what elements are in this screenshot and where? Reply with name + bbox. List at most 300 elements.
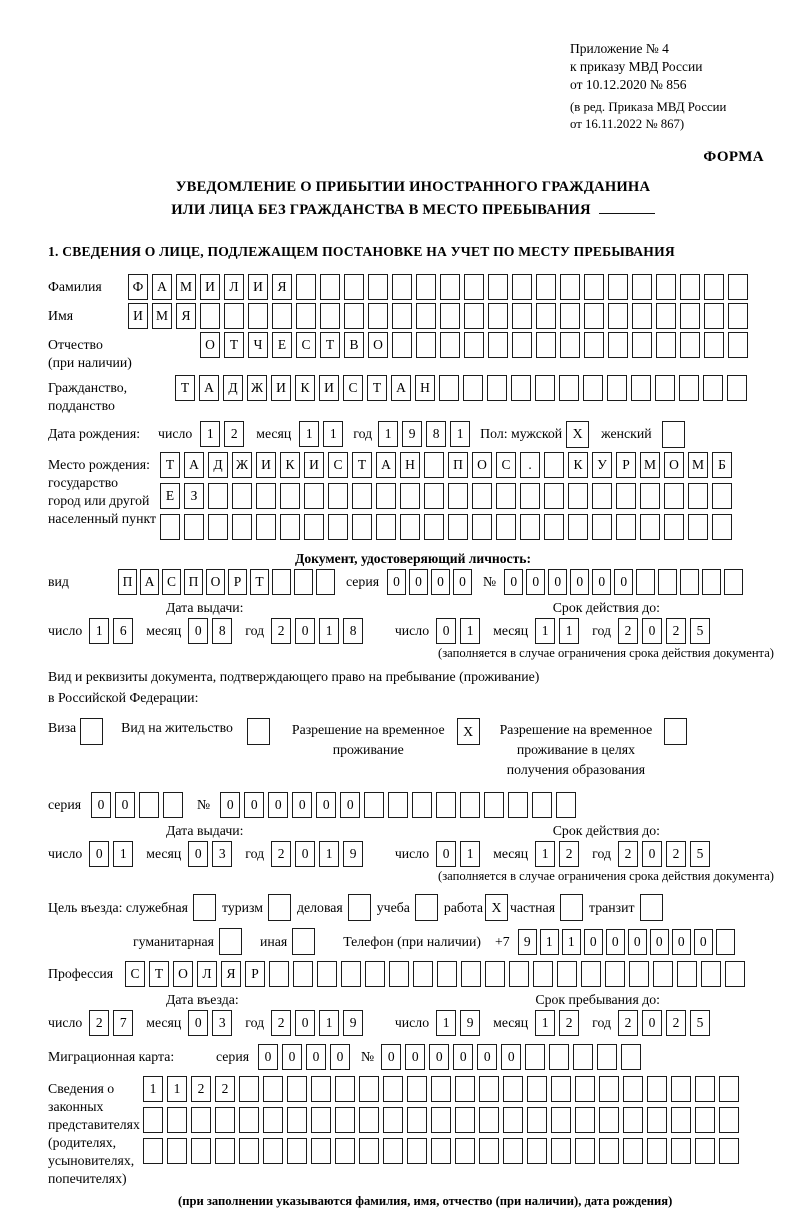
char-cell[interactable] [464,303,484,329]
char-cell[interactable] [365,961,385,987]
char-cell[interactable]: 2 [666,841,686,867]
char-cell[interactable] [424,483,444,509]
char-cell[interactable] [608,303,628,329]
char-cell[interactable] [703,375,723,401]
char-cell[interactable] [664,514,684,540]
char-cell[interactable]: О [368,332,388,358]
char-cell[interactable] [680,332,700,358]
char-cell[interactable]: И [304,452,324,478]
char-cell[interactable]: Т [175,375,195,401]
char-cell[interactable]: 0 [295,618,315,644]
char-cell[interactable] [416,332,436,358]
char-cell[interactable] [272,303,292,329]
char-cell[interactable] [167,1138,187,1164]
char-cell[interactable] [608,332,628,358]
char-cell[interactable]: 0 [501,1044,521,1070]
char-cell[interactable] [160,514,180,540]
char-cell[interactable] [623,1076,643,1102]
char-cell[interactable]: Ф [128,274,148,300]
char-cell[interactable]: . [520,452,540,478]
char-cell[interactable] [608,274,628,300]
char-cell[interactable] [293,961,313,987]
char-cell[interactable]: 0 [188,1010,208,1036]
char-cell[interactable] [533,961,553,987]
char-cell[interactable] [287,1138,307,1164]
char-cell[interactable]: С [328,452,348,478]
char-cell[interactable] [616,514,636,540]
char-cell[interactable]: 2 [618,1010,638,1036]
char-cell[interactable]: 0 [436,841,456,867]
char-cell[interactable] [677,961,697,987]
char-cell[interactable] [727,375,747,401]
char-cell[interactable]: 1 [460,841,480,867]
char-cell[interactable] [383,1138,403,1164]
char-cell[interactable] [407,1107,427,1133]
char-cell[interactable]: 0 [405,1044,425,1070]
char-cell[interactable] [623,1138,643,1164]
char-cell[interactable]: О [664,452,684,478]
char-cell[interactable] [232,483,252,509]
char-cell[interactable] [263,1076,283,1102]
char-cell[interactable] [437,961,457,987]
char-cell[interactable]: 0 [504,569,523,595]
char-cell[interactable]: М [640,452,660,478]
char-cell[interactable] [335,1138,355,1164]
checkbox-private[interactable] [560,894,583,921]
char-cell[interactable] [527,1107,547,1133]
char-cell[interactable] [536,274,556,300]
char-cell[interactable] [716,929,735,955]
char-cell[interactable] [479,1076,499,1102]
char-cell[interactable]: М [152,303,172,329]
char-cell[interactable]: 1 [535,841,555,867]
char-cell[interactable]: М [176,274,196,300]
char-cell[interactable] [215,1138,235,1164]
char-cell[interactable] [549,1044,569,1070]
char-cell[interactable]: И [256,452,276,478]
char-cell[interactable] [311,1076,331,1102]
char-cell[interactable] [344,274,364,300]
char-cell[interactable]: 5 [690,841,710,867]
char-cell[interactable]: А [376,452,396,478]
char-cell[interactable]: 0 [642,841,662,867]
char-cell[interactable] [413,961,433,987]
char-cell[interactable] [208,483,228,509]
char-cell[interactable] [702,569,721,595]
char-cell[interactable]: Ж [247,375,267,401]
char-cell[interactable] [320,303,340,329]
char-cell[interactable]: 0 [453,1044,473,1070]
char-cell[interactable]: 2 [89,1010,109,1036]
char-cell[interactable] [320,274,340,300]
char-cell[interactable]: 0 [91,792,111,818]
char-cell[interactable]: П [184,569,203,595]
char-cell[interactable] [544,483,564,509]
char-cell[interactable] [623,1107,643,1133]
char-cell[interactable]: 8 [212,618,232,644]
char-cell[interactable]: 0 [316,792,336,818]
char-cell[interactable] [728,332,748,358]
char-cell[interactable]: 0 [606,929,625,955]
char-cell[interactable]: 0 [526,569,545,595]
char-cell[interactable] [304,514,324,540]
char-cell[interactable] [592,514,612,540]
char-cell[interactable]: 1 [200,421,220,447]
char-cell[interactable] [592,483,612,509]
char-cell[interactable]: С [496,452,516,478]
char-cell[interactable] [551,1076,571,1102]
char-cell[interactable]: 2 [224,421,244,447]
char-cell[interactable] [416,303,436,329]
char-cell[interactable] [671,1107,691,1133]
char-cell[interactable]: 0 [387,569,406,595]
char-cell[interactable]: 0 [188,618,208,644]
char-cell[interactable]: 1 [89,618,109,644]
char-cell[interactable] [272,569,291,595]
char-cell[interactable] [424,514,444,540]
char-cell[interactable] [581,961,601,987]
char-cell[interactable]: 1 [540,929,559,955]
char-cell[interactable] [488,274,508,300]
char-cell[interactable]: М [688,452,708,478]
char-cell[interactable]: Ч [248,332,268,358]
char-cell[interactable]: 0 [292,792,312,818]
char-cell[interactable]: 1 [323,421,343,447]
char-cell[interactable]: А [140,569,159,595]
char-cell[interactable]: С [343,375,363,401]
char-cell[interactable] [680,274,700,300]
char-cell[interactable] [296,274,316,300]
char-cell[interactable]: 0 [115,792,135,818]
char-cell[interactable] [725,961,745,987]
char-cell[interactable] [719,1076,739,1102]
char-cell[interactable]: 1 [436,1010,456,1036]
char-cell[interactable]: 0 [570,569,589,595]
char-cell[interactable] [584,332,604,358]
char-cell[interactable] [503,1076,523,1102]
char-cell[interactable] [431,1107,451,1133]
char-cell[interactable]: Т [160,452,180,478]
char-cell[interactable] [294,569,313,595]
char-cell[interactable]: Т [224,332,244,358]
char-cell[interactable]: 1 [378,421,398,447]
char-cell[interactable] [167,1107,187,1133]
char-cell[interactable]: И [271,375,291,401]
char-cell[interactable] [597,1044,617,1070]
char-cell[interactable] [688,483,708,509]
char-cell[interactable]: 1 [319,1010,339,1036]
char-cell[interactable] [335,1076,355,1102]
char-cell[interactable] [485,961,505,987]
char-cell[interactable] [629,961,649,987]
char-cell[interactable] [208,514,228,540]
char-cell[interactable]: Я [176,303,196,329]
checkbox-humanitarian[interactable] [219,928,242,955]
char-cell[interactable]: 7 [113,1010,133,1036]
char-cell[interactable] [701,961,721,987]
char-cell[interactable] [335,1107,355,1133]
char-cell[interactable] [536,303,556,329]
char-cell[interactable]: 2 [271,841,291,867]
char-cell[interactable] [287,1076,307,1102]
char-cell[interactable]: 2 [666,1010,686,1036]
char-cell[interactable] [287,1107,307,1133]
char-cell[interactable]: 1 [535,1010,555,1036]
char-cell[interactable]: 9 [460,1010,480,1036]
char-cell[interactable] [647,1076,667,1102]
char-cell[interactable]: 0 [614,569,633,595]
char-cell[interactable] [311,1138,331,1164]
char-cell[interactable]: Я [221,961,241,987]
char-cell[interactable]: 2 [666,618,686,644]
char-cell[interactable] [368,303,388,329]
char-cell[interactable]: 0 [295,841,315,867]
char-cell[interactable] [368,274,388,300]
char-cell[interactable] [511,375,531,401]
char-cell[interactable] [719,1138,739,1164]
char-cell[interactable]: Л [197,961,217,987]
char-cell[interactable]: 8 [343,618,363,644]
char-cell[interactable]: И [200,274,220,300]
char-cell[interactable] [695,1107,715,1133]
char-cell[interactable] [317,961,337,987]
char-cell[interactable] [440,274,460,300]
char-cell[interactable] [263,1138,283,1164]
char-cell[interactable]: 0 [584,929,603,955]
char-cell[interactable] [724,569,743,595]
char-cell[interactable] [389,961,409,987]
char-cell[interactable] [525,1044,545,1070]
char-cell[interactable] [139,792,159,818]
char-cell[interactable]: Т [320,332,340,358]
char-cell[interactable] [599,1107,619,1133]
char-cell[interactable]: 0 [548,569,567,595]
char-cell[interactable] [392,274,412,300]
char-cell[interactable] [575,1138,595,1164]
char-cell[interactable]: 0 [592,569,611,595]
char-cell[interactable] [431,1138,451,1164]
char-cell[interactable]: 2 [618,618,638,644]
char-cell[interactable] [584,303,604,329]
char-cell[interactable] [461,961,481,987]
char-cell[interactable]: Р [245,961,265,987]
char-cell[interactable] [463,375,483,401]
char-cell[interactable] [239,1107,259,1133]
char-cell[interactable] [439,375,459,401]
char-cell[interactable]: Р [616,452,636,478]
char-cell[interactable] [352,514,372,540]
char-cell[interactable] [383,1107,403,1133]
char-cell[interactable]: 1 [562,929,581,955]
char-cell[interactable]: 1 [450,421,470,447]
char-cell[interactable] [200,303,220,329]
char-cell[interactable]: И [128,303,148,329]
char-cell[interactable] [424,452,444,478]
char-cell[interactable] [163,792,183,818]
char-cell[interactable] [191,1107,211,1133]
char-cell[interactable] [143,1138,163,1164]
char-cell[interactable]: 0 [431,569,450,595]
char-cell[interactable]: 0 [330,1044,350,1070]
char-cell[interactable]: 0 [220,792,240,818]
char-cell[interactable] [532,792,552,818]
char-cell[interactable]: 0 [381,1044,401,1070]
char-cell[interactable]: 0 [429,1044,449,1070]
char-cell[interactable]: Н [415,375,435,401]
char-cell[interactable] [728,303,748,329]
char-cell[interactable]: 0 [306,1044,326,1070]
char-cell[interactable] [621,1044,641,1070]
char-cell[interactable] [632,332,652,358]
char-cell[interactable] [311,1107,331,1133]
char-cell[interactable] [184,514,204,540]
char-cell[interactable] [455,1138,475,1164]
char-cell[interactable] [664,483,684,509]
char-cell[interactable] [455,1107,475,1133]
char-cell[interactable] [448,483,468,509]
char-cell[interactable]: 0 [453,569,472,595]
char-cell[interactable] [655,375,675,401]
char-cell[interactable]: 2 [559,841,579,867]
char-cell[interactable] [383,1076,403,1102]
char-cell[interactable] [671,1138,691,1164]
char-cell[interactable] [496,483,516,509]
char-cell[interactable]: 5 [690,1010,710,1036]
char-cell[interactable]: 2 [559,1010,579,1036]
checkbox-work[interactable]: X [485,894,508,921]
char-cell[interactable] [560,303,580,329]
char-cell[interactable] [352,483,372,509]
char-cell[interactable]: 2 [215,1076,235,1102]
char-cell[interactable] [460,792,480,818]
char-cell[interactable] [508,792,528,818]
char-cell[interactable] [359,1107,379,1133]
char-cell[interactable]: 2 [271,618,291,644]
char-cell[interactable] [599,1138,619,1164]
char-cell[interactable] [704,274,724,300]
char-cell[interactable]: Е [160,483,180,509]
char-cell[interactable]: П [448,452,468,478]
char-cell[interactable]: З [184,483,204,509]
char-cell[interactable]: А [391,375,411,401]
char-cell[interactable]: 0 [295,1010,315,1036]
char-cell[interactable]: Р [228,569,247,595]
char-cell[interactable] [479,1107,499,1133]
char-cell[interactable] [431,1076,451,1102]
char-cell[interactable] [704,303,724,329]
char-cell[interactable]: 0 [89,841,109,867]
char-cell[interactable] [520,483,540,509]
char-cell[interactable] [388,792,408,818]
char-cell[interactable]: Я [272,274,292,300]
char-cell[interactable] [636,569,655,595]
char-cell[interactable] [680,569,699,595]
char-cell[interactable]: 2 [191,1076,211,1102]
char-cell[interactable]: 1 [460,618,480,644]
char-cell[interactable] [527,1076,547,1102]
char-cell[interactable]: 1 [559,618,579,644]
char-cell[interactable]: 0 [188,841,208,867]
char-cell[interactable]: О [472,452,492,478]
char-cell[interactable] [704,332,724,358]
char-cell[interactable] [412,792,432,818]
char-cell[interactable]: 0 [672,929,691,955]
char-cell[interactable]: 3 [212,841,232,867]
char-cell[interactable] [143,1107,163,1133]
char-cell[interactable] [583,375,603,401]
char-cell[interactable] [487,375,507,401]
char-cell[interactable]: 0 [642,618,662,644]
char-cell[interactable] [560,274,580,300]
char-cell[interactable]: Т [149,961,169,987]
char-cell[interactable]: 0 [340,792,360,818]
char-cell[interactable] [512,303,532,329]
char-cell[interactable] [448,514,468,540]
char-cell[interactable]: 0 [642,1010,662,1036]
char-cell[interactable] [436,792,456,818]
char-cell[interactable] [712,514,732,540]
char-cell[interactable] [520,514,540,540]
char-cell[interactable] [455,1076,475,1102]
char-cell[interactable] [400,483,420,509]
char-cell[interactable] [647,1107,667,1133]
char-cell[interactable] [488,303,508,329]
char-cell[interactable] [248,303,268,329]
char-cell[interactable]: 0 [650,929,669,955]
char-cell[interactable] [488,332,508,358]
char-cell[interactable] [568,483,588,509]
char-cell[interactable]: 1 [167,1076,187,1102]
char-cell[interactable] [232,514,252,540]
char-cell[interactable] [695,1138,715,1164]
char-cell[interactable] [280,514,300,540]
char-cell[interactable] [544,514,564,540]
char-cell[interactable] [573,1044,593,1070]
char-cell[interactable]: А [152,274,172,300]
char-cell[interactable] [359,1138,379,1164]
char-cell[interactable]: 9 [343,841,363,867]
char-cell[interactable] [551,1138,571,1164]
char-cell[interactable] [392,332,412,358]
char-cell[interactable] [557,961,577,987]
char-cell[interactable] [728,274,748,300]
char-cell[interactable] [269,961,289,987]
char-cell[interactable] [328,483,348,509]
char-cell[interactable] [616,483,636,509]
char-cell[interactable]: О [206,569,225,595]
char-cell[interactable] [653,961,673,987]
checkbox-business[interactable] [348,894,371,921]
char-cell[interactable] [496,514,516,540]
char-cell[interactable]: Е [272,332,292,358]
char-cell[interactable] [527,1138,547,1164]
char-cell[interactable] [328,514,348,540]
char-cell[interactable]: К [295,375,315,401]
char-cell[interactable] [680,303,700,329]
checkbox-study[interactable] [415,894,438,921]
char-cell[interactable] [605,961,625,987]
char-cell[interactable] [632,303,652,329]
char-cell[interactable]: Ж [232,452,252,478]
char-cell[interactable]: 0 [409,569,428,595]
char-cell[interactable] [512,332,532,358]
char-cell[interactable]: К [280,452,300,478]
char-cell[interactable] [440,332,460,358]
char-cell[interactable] [239,1138,259,1164]
char-cell[interactable]: В [344,332,364,358]
char-cell[interactable] [631,375,651,401]
char-cell[interactable]: 0 [268,792,288,818]
